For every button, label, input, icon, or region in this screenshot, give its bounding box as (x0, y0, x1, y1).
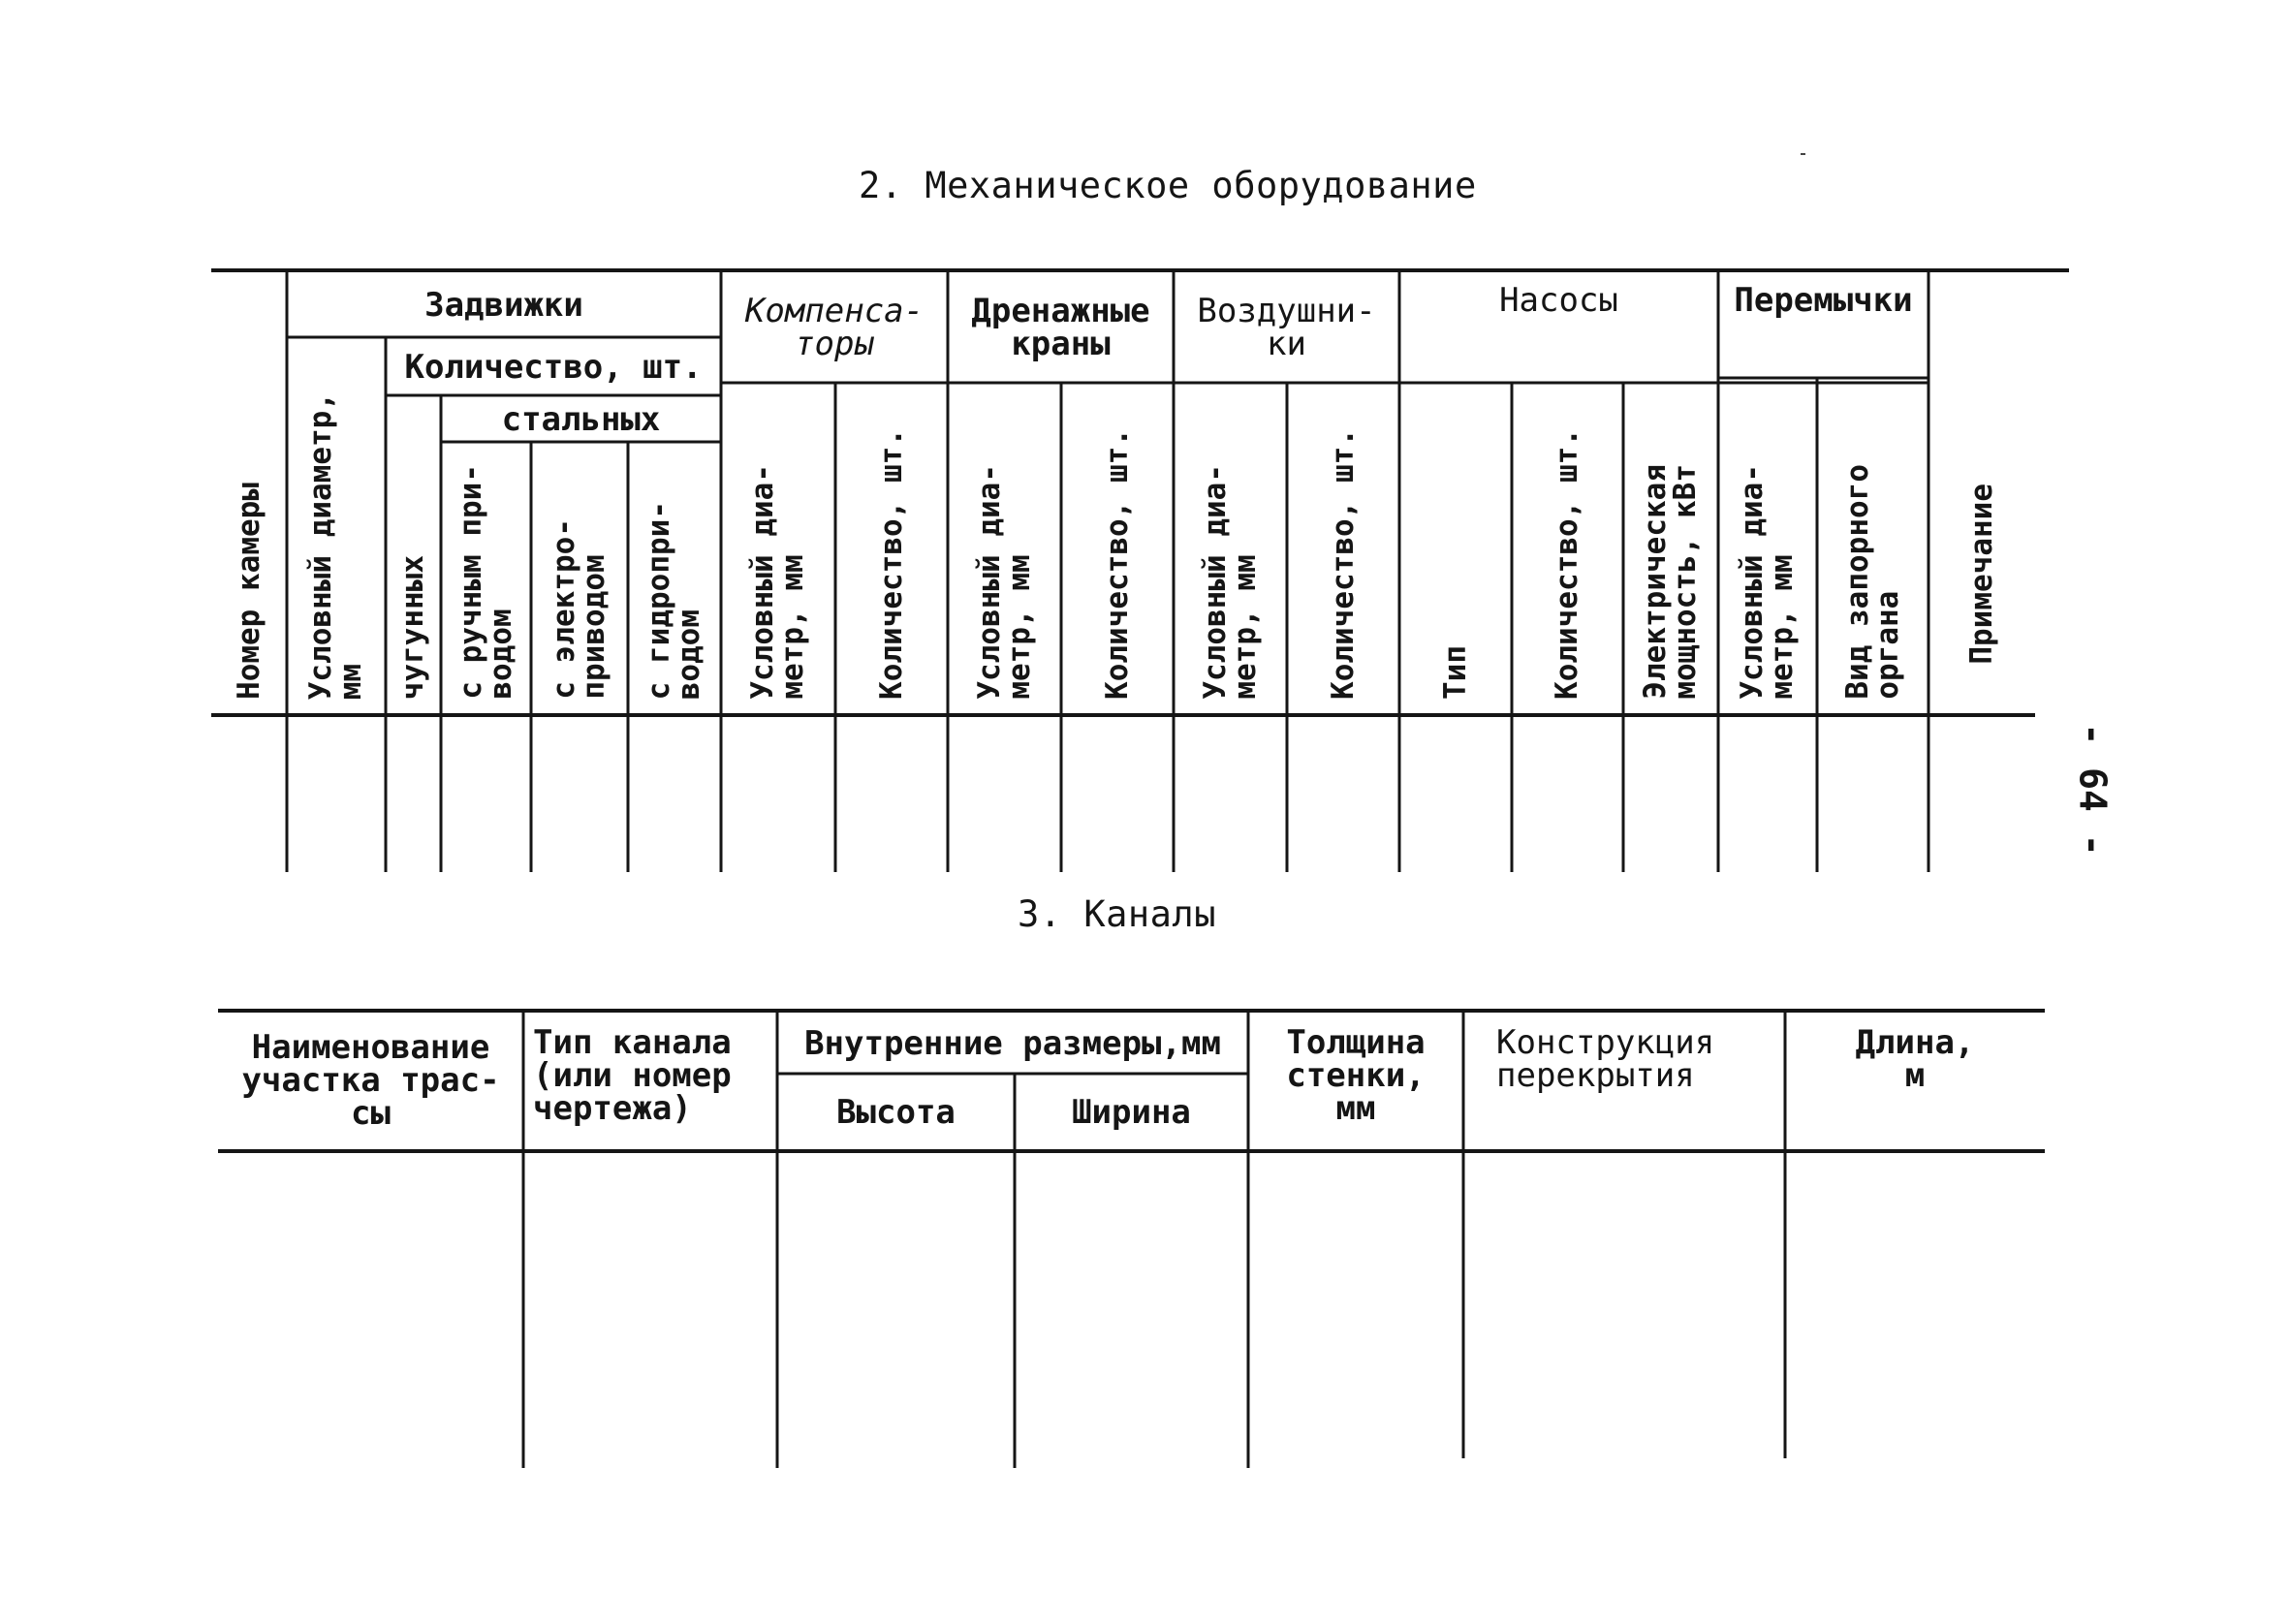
col-elektroprivodom (531, 444, 628, 713)
col-nomer-kamery (211, 272, 287, 713)
col-nasos-tip (1399, 385, 1512, 713)
page-number-text: - 64 - (2072, 723, 2115, 857)
section3-title: 3. Каналы (1018, 893, 1216, 935)
col-vozd-kolichestvo-label: Количество, шт. (1325, 428, 1361, 700)
col-dren-kolichestvo-label: Количество, шт. (1099, 428, 1135, 700)
col-chugunnykh (386, 397, 441, 713)
col-komp-diametr-label: Условный диа- метр, мм (745, 464, 810, 700)
header-kompensatory: Компенса- торы (744, 292, 925, 363)
col-nomer-kamery-label: Номер камеры (231, 483, 267, 700)
col-primechanie-label: Примечание (1963, 484, 1999, 665)
col-perem-vid-organa (1817, 380, 1928, 713)
header-vnutrennie-razmery: Внутренние размеры,мм (804, 1023, 1221, 1063)
col-gidroprivodom (628, 444, 721, 713)
header-tip-kanala: Тип канала (или номер чертежа) (533, 1023, 732, 1128)
col-ruchnym-privodom (441, 444, 531, 713)
header-konstrukciya: Конструкция перекрытия (1496, 1023, 1715, 1095)
col-ruchnym-privodom-label: с ручным при- водом (453, 464, 518, 700)
col-dren-diametr (948, 385, 1061, 713)
col-vozd-diametr (1174, 385, 1287, 713)
col-elektroprivodom-label: с электро- приводом (547, 518, 611, 700)
col-vozd-diametr-label: Условный диа- метр, мм (1197, 464, 1263, 700)
col-uslovnyi-diametr (287, 339, 386, 713)
col-nasos-tip-label: Тип (1437, 645, 1473, 700)
col-primechanie (1928, 272, 2035, 713)
col-komp-kolichestvo-label: Количество, шт. (873, 428, 909, 700)
col-nasos-kolichestvo (1512, 385, 1623, 713)
col-nasos-moshchnost-label: Электрическая мощность, кВт (1638, 464, 1703, 700)
header-vozdushniki: Воздушни- ки (1197, 292, 1376, 363)
col-perem-diametr-label: Условный диа- метр, мм (1735, 464, 1800, 700)
header-peremychki: Перемычки (1734, 281, 1913, 320)
header-naimenovanie: Наименование участка трас- сы (241, 1028, 500, 1133)
col-perem-diametr (1718, 380, 1817, 713)
page-number (2064, 722, 2122, 858)
header-shirina: Ширина (1072, 1093, 1191, 1132)
col-komp-diametr (721, 385, 835, 713)
header-dlina: Длина, м (1855, 1023, 1975, 1095)
col-perem-vid-organa-label: Вид запорного органа (1839, 464, 1905, 700)
col-vozd-kolichestvo (1287, 385, 1399, 713)
section2-title: 2. Механическое оборудование (859, 165, 1477, 206)
col-uslovnyi-diametr-label: Условный диаметр, мм (303, 391, 368, 700)
header-drenazhnye: Дренажные краны (971, 292, 1150, 363)
col-nasos-kolichestvo-label: Количество, шт. (1550, 428, 1584, 700)
col-komp-kolichestvo (835, 385, 948, 713)
header-stalnykh: стальных (501, 400, 661, 439)
header-zadvizhki: Задвижки (424, 285, 583, 325)
col-dren-diametr-label: Условный диа- метр, мм (971, 464, 1037, 700)
header-nasosy: Насосы (1499, 281, 1618, 320)
col-gidroprivodom-label: с гидропри- водом (642, 500, 706, 700)
col-chugunnykh-label: чугунных (395, 554, 430, 700)
header-vysota: Высота (836, 1093, 956, 1132)
col-nasos-moshchnost (1623, 385, 1718, 713)
col-dren-kolichestvo (1061, 385, 1174, 713)
header-kolichestvo: Количество, шт. (404, 348, 703, 387)
header-tolshchina: Толщина стенки, мм (1286, 1023, 1426, 1128)
scan-speck (1801, 153, 1805, 155)
